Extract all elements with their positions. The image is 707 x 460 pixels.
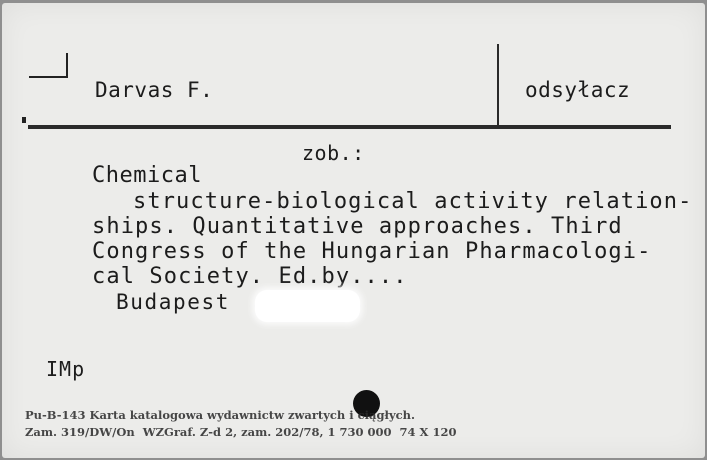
corner-mark-horizontal — [29, 76, 68, 78]
erased-year-patch — [255, 290, 360, 322]
header-rule — [28, 125, 671, 129]
footer-line-2: Zam. 319/DW/On WZGraf. Z-d 2, zam. 202/78, 1 730 000 74 X 120 — [25, 425, 457, 439]
margin-dot — [22, 117, 26, 123]
column-divider — [497, 44, 499, 127]
author-name: Darvas F. — [95, 78, 214, 102]
shelf-mark: IMp — [46, 357, 86, 381]
entry-line-4: Congress of the Hungarian Pharmacologi- — [92, 239, 652, 264]
entry-line-3: ships. Quantitative approaches. Third — [92, 214, 623, 239]
footer-line-1: Pu-B-143 Karta katalogowa wydawnictw zwartych i ciągłych. — [25, 408, 415, 422]
see-label: zob.: — [302, 141, 365, 165]
catalog-card — [2, 3, 705, 458]
reference-label: odsyłacz — [525, 78, 631, 102]
entry-line-5: cal Society. Ed.by.... — [92, 264, 408, 289]
entry-line-1: Chemical — [92, 163, 202, 188]
entry-line-2: structure-biological activity relation- — [133, 189, 693, 214]
corner-mark-vertical — [66, 53, 68, 78]
publication-place: Budapest — [116, 290, 230, 314]
